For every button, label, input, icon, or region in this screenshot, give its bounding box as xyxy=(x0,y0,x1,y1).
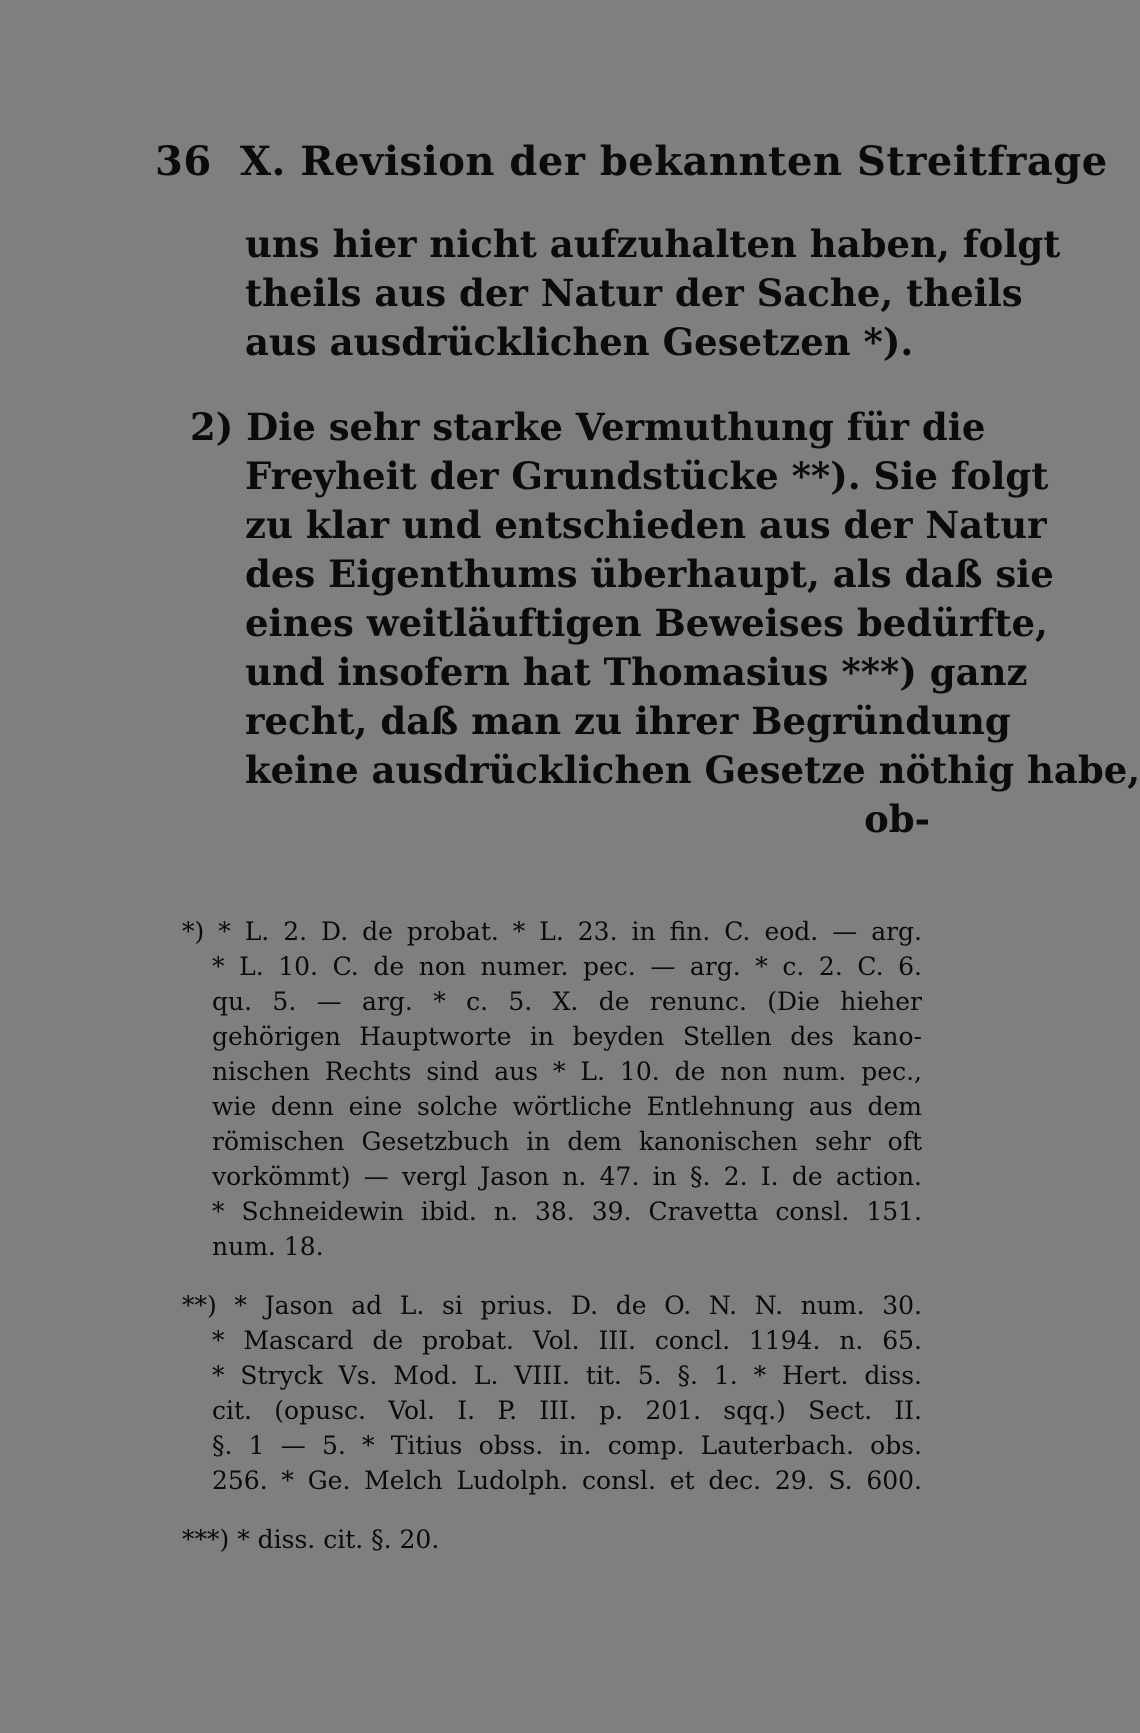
text-line: uns hier nicht aufzuhalten haben, folgt xyxy=(245,222,1061,266)
footnote-line: **) * Jason ad L. si prius. D. de O. N. N. num. 30. xyxy=(182,1291,922,1320)
paragraph-2 xyxy=(190,403,1140,844)
text-line: des Eigenthums überhaupt, als daß sie xyxy=(245,552,1054,596)
text-line: zu klar und entschieden aus der Natur xyxy=(245,503,1047,547)
footnote-line: römischen Gesetzbuch in dem kanonischen sehr oft xyxy=(212,1127,922,1156)
footnote-line: * Schneidewin ibid. n. 38. 39. Cravetta consl. 151. xyxy=(212,1197,922,1226)
text-line: und insofern hat Thomasius ***) ganz xyxy=(245,650,1028,694)
footnote-line: qu. 5. — arg. * c. 5. X. de renunc. (Die hieher xyxy=(212,987,922,1016)
text-line: 2) Die sehr starke Vermuthung für die xyxy=(190,405,986,449)
footnote-line: §. 1 — 5. * Titius obss. in. comp. Lauterbach. obs. xyxy=(212,1431,922,1460)
footnote-3 xyxy=(182,1522,922,1557)
text-line: theils aus der Natur der Sache, theils xyxy=(245,271,1023,315)
footnote-line: * L. 10. C. de non numer. pec. — arg. * c. 2. C. 6. xyxy=(212,952,922,981)
text-line: aus ausdrücklichen Gesetzen *). xyxy=(245,320,914,364)
footnotes xyxy=(182,914,922,1581)
running-title: X. Revision der bekannten Streitfrage xyxy=(240,138,1108,185)
footnote-line: num. 18. xyxy=(212,1232,324,1261)
footnote-line: * Stryck Vs. Mod. L. VIII. tit. 5. §. 1. * Hert. diss. xyxy=(212,1361,922,1390)
footnote-line: ***) * diss. cit. §. 20. xyxy=(182,1525,440,1554)
footnote-line: wie denn eine solche wörtliche Entlehnung aus dem xyxy=(212,1092,922,1121)
footnote-line: 256. * Ge. Melch Ludolph. consl. et dec. 29. S. 600. xyxy=(212,1466,922,1495)
main-text xyxy=(190,220,1140,844)
footnote-line: nischen Rechts sind aus * L. 10. de non num. pec., xyxy=(212,1057,922,1086)
text-line: keine ausdrücklichen Gesetze nöthig habe, xyxy=(245,748,1140,792)
footnote-line: gehörigen Hauptworte in beyden Stellen des kano- xyxy=(212,1022,922,1051)
running-header xyxy=(155,138,1108,185)
catchword: ob- xyxy=(864,797,930,841)
footnote-line: * Mascard de probat. Vol. III. concl. 1194. n. 65. xyxy=(212,1326,922,1355)
text-line: Freyheit der Grundstücke **). Sie folgt xyxy=(245,454,1049,498)
footnote-1 xyxy=(182,914,922,1264)
page-number: 36 xyxy=(155,138,212,185)
footnote-line: *) * L. 2. D. de probat. * L. 23. in fin. C. eod. — arg. xyxy=(182,917,922,946)
paragraph-1 xyxy=(245,220,1061,367)
text-line: eines weitläuftigen Beweises bedürfte, xyxy=(245,601,1048,645)
text-line: recht, daß man zu ihrer Begründung xyxy=(245,699,1011,743)
footnote-line: vorkömmt) — vergl Jason n. 47. in §. 2. I. de action. xyxy=(212,1162,922,1191)
footnote-line: cit. (opusc. Vol. I. P. III. p. 201. sqq.) Sect. II. xyxy=(212,1396,922,1425)
footnote-2 xyxy=(182,1288,922,1498)
